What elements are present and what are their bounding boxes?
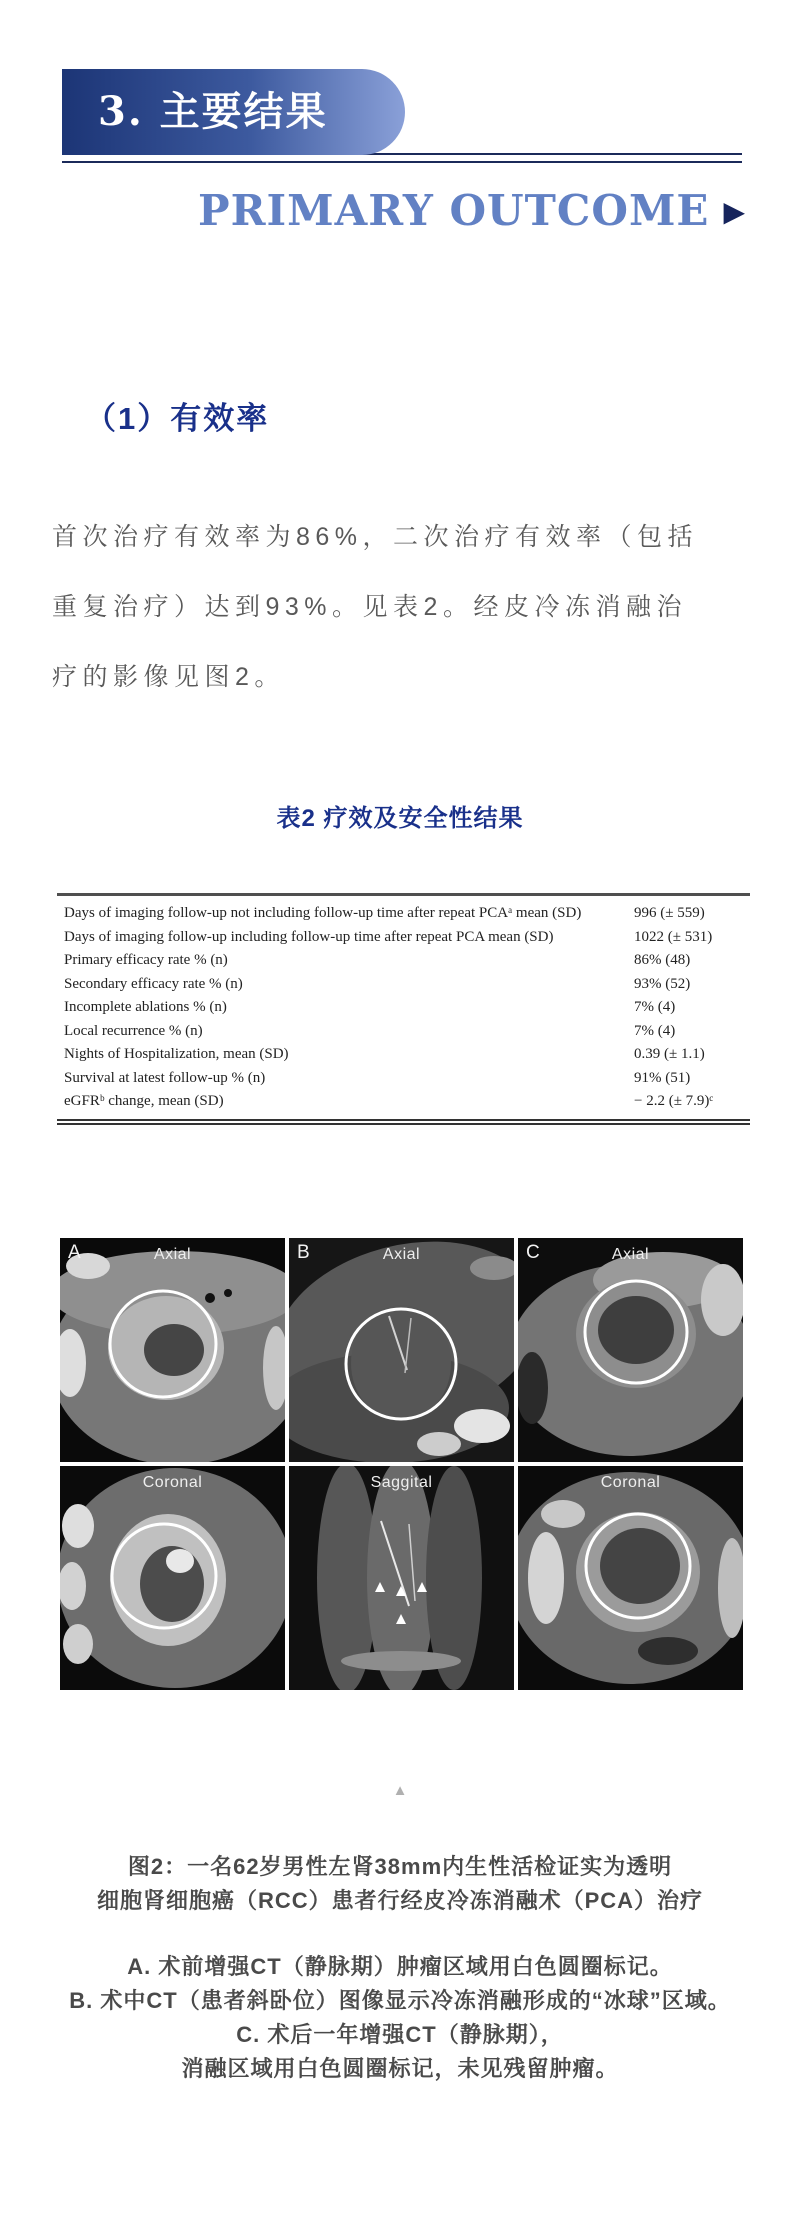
efficacy-safety-table (57, 893, 750, 1125)
table-row-label: Survival at latest follow-up % (n) (64, 1069, 266, 1086)
ct-image-c-axial[interactable] (518, 1238, 743, 1462)
play-arrow-icon: ▶ (723, 195, 745, 228)
plane-label: Saggital (370, 1474, 433, 1491)
ct-scan-graphic (518, 1238, 743, 1462)
table-row-value: − 2.2 (± 7.9)ᶜ (634, 1093, 714, 1109)
table-row-label: Days of imaging follow-up not including follow-up time after repeat PCAᵃ mean (SD) (64, 905, 582, 921)
table-row-label: Primary efficacy rate % (n) (64, 952, 228, 968)
primary-outcome-title: PRIMARY OUTCOME (198, 186, 710, 235)
table-row-label: Incomplete ablations % (n) (64, 999, 227, 1015)
ct-figure-grid (60, 1238, 743, 1690)
paragraph-line: 首次治疗有效率为86%，二次治疗有效率（包括 (52, 523, 699, 551)
ct-scan-graphic (60, 1238, 285, 1462)
caption-line: A. 术前增强CT（静脉期）肿瘤区域用白色圆圈标记。 (127, 1954, 673, 1979)
table-row (57, 973, 750, 997)
section-banner-label: 3. 主要结果 (98, 88, 328, 135)
caption-line: 图2：一名62岁男性左肾38mm内生性活检证实为透明 (127, 1854, 673, 1879)
table-row (57, 949, 750, 973)
ct-image-a-axial[interactable] (60, 1238, 285, 1462)
ct-image-saggital[interactable] (289, 1466, 514, 1690)
section-banner (62, 69, 405, 155)
table-row-value: 0.39 (± 1.1) (634, 1046, 705, 1062)
ct-scan-graphic (289, 1238, 514, 1462)
subsection-heading: （1）有效率 (85, 401, 270, 436)
figure-caption-title (0, 1850, 800, 1918)
ct-image-coronal-right[interactable] (518, 1466, 743, 1690)
table-row-value: 996 (± 559) (634, 905, 705, 921)
ct-image-b-axial[interactable] (289, 1238, 514, 1462)
table-row-label: Secondary efficacy rate % (n) (64, 975, 243, 992)
collapse-triangle-icon[interactable]: ▲ (392, 1782, 408, 1799)
panel-letter: B (297, 1242, 310, 1263)
table-row-label: Days of imaging follow-up including follow-up time after repeat PCA mean (SD) (64, 928, 554, 945)
table-row-label: Nights of Hospitalization, mean (SD) (64, 1046, 289, 1062)
plane-label: Coronal (142, 1474, 203, 1491)
ct-scan-graphic (60, 1466, 285, 1690)
table-row-value: 91% (51) (634, 1069, 691, 1086)
plane-label: Axial (382, 1246, 421, 1263)
ct-scan-graphic (518, 1466, 743, 1690)
plane-label: Axial (153, 1246, 192, 1263)
table-row (57, 902, 750, 926)
caption-line: 细胞肾细胞癌（RCC）患者行经皮冷冻消融术（PCA）治疗 (96, 1888, 704, 1913)
caption-line: C. 术后一年增强CT（静脉期）， (236, 2022, 564, 2047)
table-row-value: 1022 (± 531) (634, 928, 713, 945)
table-row (57, 1043, 750, 1067)
table-row-value: 93% (52) (634, 975, 691, 992)
table-row (57, 926, 750, 950)
subtitle-row (57, 186, 745, 235)
plane-label: Axial (611, 1246, 650, 1263)
ct-image-coronal-left[interactable] (60, 1466, 285, 1690)
panel-letter: C (526, 1242, 540, 1263)
table-row (57, 996, 750, 1020)
figure-caption-details (0, 1950, 800, 2086)
table-row (57, 1020, 750, 1044)
paragraph-line: 重复治疗）达到93%。见表2。经皮冷冻消融治 (52, 593, 687, 621)
table-row (57, 1090, 750, 1114)
table-caption: 表2 疗效及安全性结果 (276, 805, 524, 832)
paragraph-line: 疗的影像见图2。 (52, 663, 285, 691)
table-row-value: 86% (48) (634, 952, 691, 968)
table-row-value: 7% (4) (634, 1022, 676, 1039)
caption-line: 消融区域用白色圆圈标记，未见残留肿瘤。 (181, 2056, 619, 2081)
ct-scan-graphic (289, 1466, 514, 1690)
table-row-value: 7% (4) (634, 999, 676, 1015)
plane-label: Coronal (600, 1474, 661, 1491)
body-paragraph (52, 502, 752, 712)
table-row-label: Local recurrence % (n) (64, 1022, 203, 1039)
caption-line: B. 术中CT（患者斜卧位）图像显示冷冻消融形成的“冰球”区域。 (69, 1988, 731, 2013)
table-row (57, 1067, 750, 1091)
panel-letter: A (68, 1242, 81, 1263)
table-row-label: eGFRᵇ change, mean (SD) (64, 1093, 224, 1109)
